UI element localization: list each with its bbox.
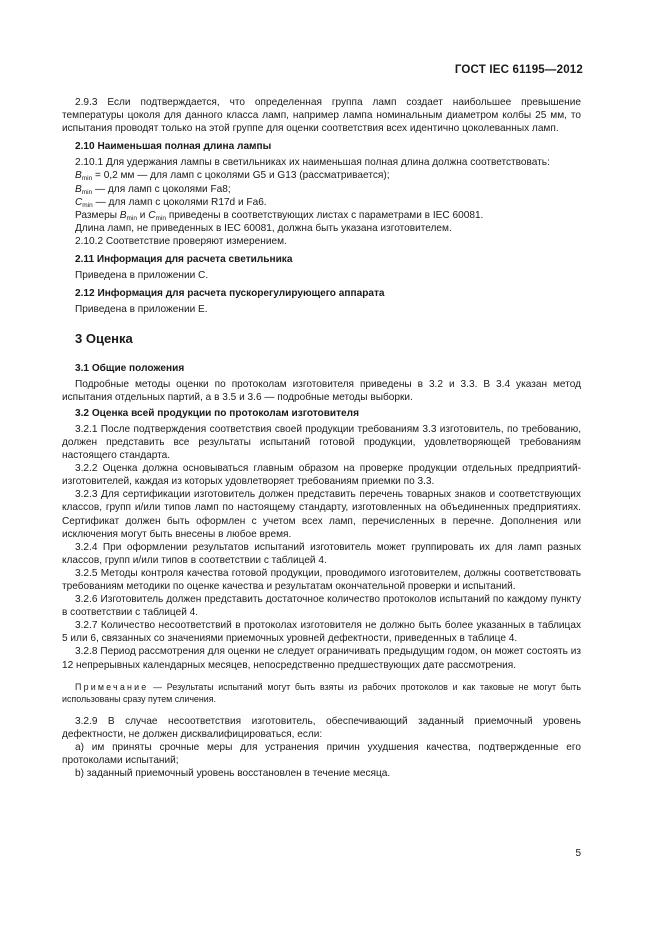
note-3-2-8 bbox=[62, 681, 581, 706]
clause-2-10-2: 2.10.2 Соответствие проверяют измерением. bbox=[75, 235, 287, 247]
note-text: — Результаты испытаний могут быть взяты из рабочих протоколов и как таковые не могут быть использованы сразу путем сличения. bbox=[62, 681, 581, 705]
clause-2-11-text: Приведена в приложении С. bbox=[75, 270, 209, 282]
subscript-min: min bbox=[81, 188, 93, 196]
page-content bbox=[62, 96, 581, 780]
clause-2-12-text: Приведена в приложении Е. bbox=[75, 304, 208, 316]
symbol-b: B bbox=[75, 170, 82, 182]
formula-text: — для ламп с цоколями Fa8; bbox=[92, 183, 231, 195]
symbol-c: C bbox=[148, 209, 156, 221]
formula-text: = 0,2 мм — для ламп с цоколями G5 и G13 (рассматривается); bbox=[92, 170, 390, 182]
clause-3-2-4: 3.2.4 При оформлении результатов испытаний изготовитель может группировать их для ламп разных классов, групп и/или типов в соответствии с таблицей 4. bbox=[62, 541, 581, 566]
document-code-header: ГОСТ IEC 61195—2012 bbox=[454, 64, 583, 76]
sizes-reference: Размеры $B_{min}$ и $C_{min}$ приведены в соответствующих листах с параметрами в IEC 60081. bbox=[75, 209, 484, 222]
clause-3-1-text: Подробные методы оценки по протоколам изготовителя приведены в 3.2 и 3.3. В 3.4 указан метод испытания отдельных партий, а в 3.5 и 3.6 — подробные методы выборки. bbox=[62, 378, 581, 403]
clause-2-10-1: 2.10.1 Для удержания лампы в светильниках их наименьшая полная длина должна соответствовать: bbox=[75, 157, 550, 169]
clause-3-2-8: 3.2.8 Период рассмотрения для оценки не следует ограничивать предыдущим годом, он может состоять из 12 непрерывных календарных месяцев, непосредственно предшествующих дате рассмотрения. bbox=[62, 646, 581, 671]
clause-3-2-3: 3.2.3 Для сертификации изготовитель должен представить перечень товарных знаков и соответствующих классов, групп и/или типов ламп по настоящему стандарту, изготовленных на объединенных предприятиях. Сертификат должен быть оформлен с учетом всех ламп, перечисленных в перечне. Дополнения или исключения могут быть внесены в любое время. bbox=[62, 489, 581, 540]
clause-3-2-6: 3.2.6 Изготовитель должен представить достаточное количество протоколов испытаний по каждому пункту в соответствии с таблицей 4. bbox=[62, 594, 581, 619]
subscript-min: min bbox=[81, 175, 93, 183]
heading-2-11: 2.11 Информация для расчета светильника bbox=[75, 254, 293, 266]
note-label: Примечание bbox=[75, 681, 149, 692]
subscript-min: min bbox=[155, 214, 167, 222]
clause-3-2-9: 3.2.9 В случае несоответствия изготовитель, обеспечивающий заданный приемочный уровень дефектности, не должен дисквалифицироваться, если: bbox=[62, 715, 581, 740]
symbol-c: C bbox=[75, 196, 83, 208]
formula-cmin bbox=[62, 196, 581, 209]
symbol-b: B bbox=[75, 183, 82, 195]
clause-3-2-2: 3.2.2 Оценка должна основываться главным образом на проверке продукции отдельных предприятий-изготовителей, каждая из которых удовлетворяет требованиям приемки по 3.3. bbox=[62, 463, 581, 488]
clause-3-2-7: 3.2.7 Количество несоответствий в протоколах изготовителя не должно быть более указанных в таблицах 5 или 6, связанных со значениями приемочных уровней дефектности, приведенных в таблице 4. bbox=[62, 620, 581, 645]
subscript-min: min bbox=[82, 201, 93, 209]
heading-2-10: 2.10 Наименьшая полная длина лампы bbox=[75, 141, 272, 153]
list-item-b: b) заданный приемочный уровень восстановлен в течение месяца. bbox=[75, 768, 391, 780]
section-heading-3: 3 Оценка bbox=[75, 331, 133, 347]
formula-text: — для ламп с цоколями R17d и Fa6. bbox=[92, 196, 267, 208]
clause-3-2-5: 3.2.5 Методы контроля качества готовой продукции, проводимого изготовителем, должны соответствовать требованиям методики по оценке качества и результатам окончательной проверки и испытаний. bbox=[62, 567, 581, 592]
heading-2-12: 2.12 Информация для расчета пускорегулирующего аппарата bbox=[75, 288, 385, 300]
heading-3-1: 3.1 Общие положения bbox=[75, 362, 185, 374]
formula-bmin-g5 bbox=[62, 169, 581, 182]
heading-3-2: 3.2 Оценка всей продукции по протоколам изготовителя bbox=[75, 407, 359, 419]
clause-2-9-3: 2.9.3 Если подтверждается, что определенная группа ламп создает наибольшее превышение температуры цоколя для данного класса ламп, например лампа номинальным диаметром колбы 25 мм, то испытания проводят только на этой группе для оценки соответствия всех идентично цоколеванных ламп. bbox=[62, 97, 581, 135]
symbol-b: B bbox=[119, 209, 127, 221]
list-item-a: а) им приняты срочные меры для устранения причин ухудшения качества, подтвержденные его протоколами испытаний; bbox=[62, 741, 581, 766]
clause-3-2-1: 3.2.1 После подтверждения соответствия своей продукции требованиям 3.3 изготовитель, по требованию, должен представить все результаты испытаний готовой продукции, удовлетворяющей требованиям настоящего стандарта. bbox=[62, 423, 581, 462]
formula-bmin-fa8 bbox=[62, 183, 581, 196]
page-number: 5 bbox=[575, 848, 581, 859]
length-note: Длина ламп, не приведенных в IEC 60081, должна быть указана изготовителем. bbox=[75, 222, 452, 234]
subscript-min: min bbox=[126, 214, 137, 222]
